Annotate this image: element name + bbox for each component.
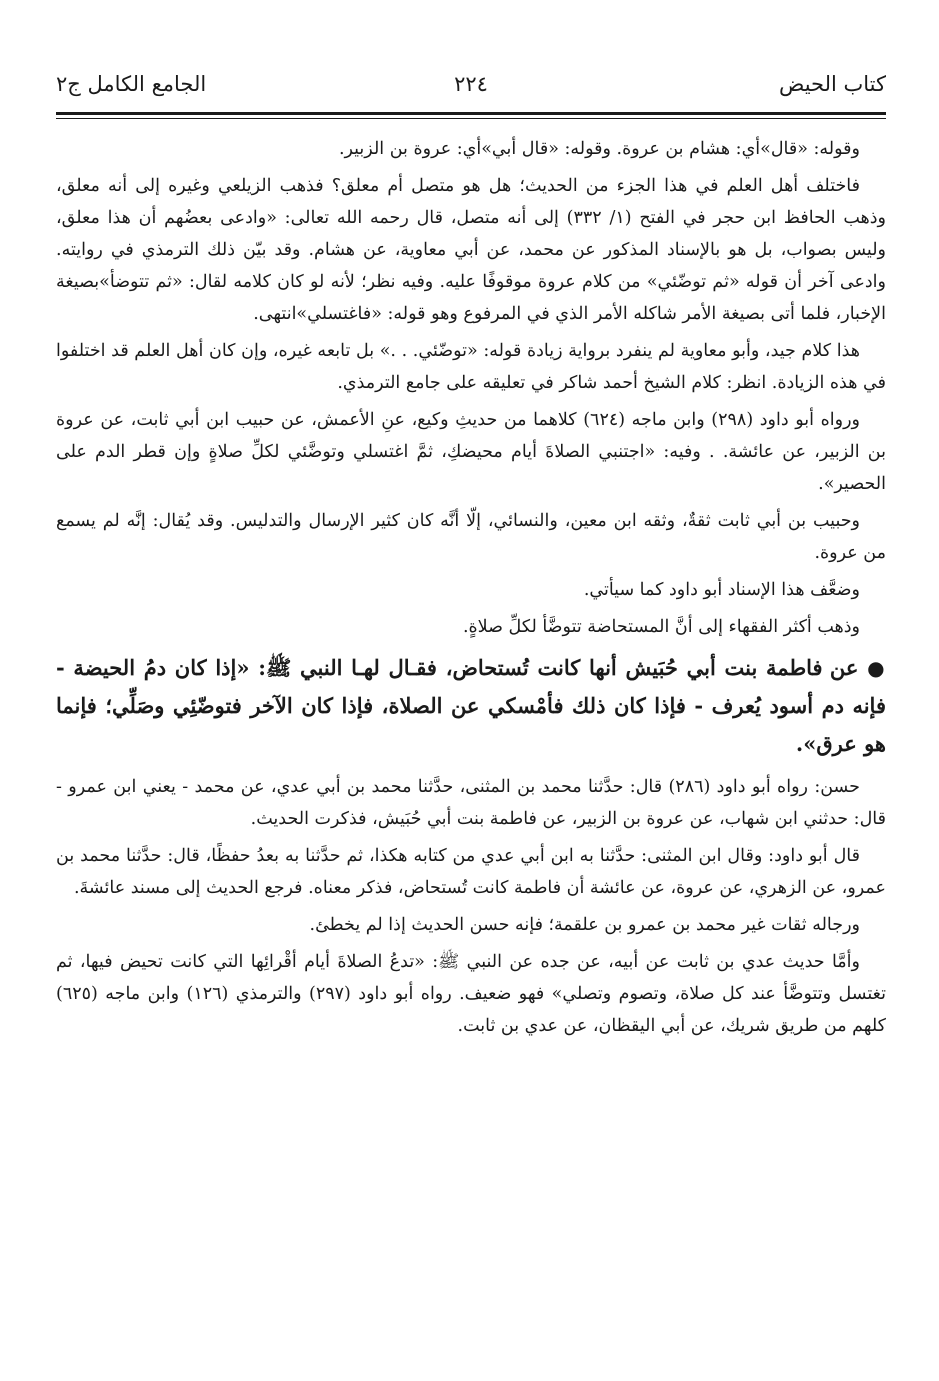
paragraph: وحبيب بن أبي ثابت ثقةٌ، وثقه ابن معين، والنسائي، إلّا أنَّه كان كثير الإرسال والتدليس. وقد يُقال: إنَّه لم يسمع من عروة.	[56, 511, 886, 563]
hadith-body: عن فاطمة بنت أبي حُبَيش أنها كانت تُستحاض، فقـال لهـا النبي ﷺ: «إذا كان دمُ الحيضة - فإنه دم أسود يُعرف - فإذا كان ذلك فأمْسكي عن الصلاة، فإذا كان الآخر فتوضّئِي وصَلِّي؛ فإنما هو عرق».	[56, 655, 886, 756]
book-title: الجامع الكامل ج٢	[56, 72, 207, 96]
paragraph: وضعَّف هذا الإسناد أبو داود كما سيأتي.	[583, 580, 860, 600]
page-body	[56, 133, 886, 1042]
paragraph: وأمَّا حديث عدي بن ثابت عن أبيه، عن جده عن النبي ﷺ: «تدعُ الصلاةَ أيام أقْرائِها التي كانت تحيض فيها، ثم تغتسل وتتوضَّأ عند كل صلاة، وتصوم وتصلي» فهو ضعيف. رواه أبو داود (٢٩٧) والترمذي (١٢٦) وابن ماجه (٦٢٥) كلهم من طريق شريك، عن أبي اليقظان، عن عدي بن ثابت.	[56, 952, 886, 1036]
paragraph: وذهب أكثر الفقهاء إلى أنَّ المستحاضة تتوضَّأ لكلِّ صلاةٍ.	[462, 617, 860, 637]
paragraph: قال أبو داود: وقال ابن المثنى: حدَّثنا به ابن أبي عدي من كتابه هكذا، ثم حدَّثنا به بعدُ حفظًا، قال: حدَّثنا محمد بن عمرو، عن الزهري، عن عروة، عن عائشة أن فاطمة كانت تُستحاض، فذكر معناه. فرجع الحديث إلى مسند عائشةَ.	[56, 846, 886, 898]
paragraph: ورواه أبو داود (٢٩٨) وابن ماجه (٦٢٤) كلاهما من حديثِ وكيع، عنِ الأعمش، عن حبيب ابن أبي ثابت، عن عروة بن الزبير، عن عائشة. . وفيه: «اجتنبي الصلاةَ أيام محيضكِ، ثمَّ اغتسلي وتوضَّئي لكلِّ صلاةٍ وإن قطر الدم على الحصير».	[56, 410, 886, 494]
running-header	[56, 62, 886, 106]
hadith-text	[56, 649, 886, 763]
paragraph: وقوله: «قال»أي: هشام بن عروة. وقوله: «قال أبي»أي: عروة بن الزبير.	[338, 139, 860, 159]
header-rule-thick	[56, 112, 886, 115]
header-rule-thin	[56, 118, 886, 119]
bullet-icon: ●	[867, 656, 886, 680]
paragraph: حسن: رواه أبو داود (٢٨٦) قال: حدَّثنا محمد بن المثنى، حدَّثنا محمد بن أبي عدي، عن محمد - يعني ابن عمرو - قال: حدثني ابن شهاب، عن عروة بن الزبير، عن فاطمة بنت أبي حُبَيش، فذكرت الحديث.	[56, 777, 886, 829]
paragraph: فاختلف أهل العلم في هذا الجزء من الحديث؛ هل هو متصل أم معلق؟ فذهب الزيلعي وغيره إلى أنه معلق، وذهب الحافظ ابن حجر في الفتح (١/ ٣٣٢) إلى أنه متصل، قال رحمه الله تعالى: «وادعى بعضُهم أن هذا معلق، وليس بصواب، بل هو بالإسناد المذكور عن محمد، عن أبي معاوية، عن هشام. وقد بيّن ذلك الترمذي في روايته. وادعى آخر أن قوله «ثم توضّئي» من كلام عروة موقوفًا عليه. وفيه نظر؛ لأنه لو كان كلامه لقال: «ثم تتوضأ»بصيغة الإخبار، فلما أتى بصيغة الأمر شاكله الأمر الذي في المرفوع وهو قوله: «فاغتسلي»انتهى.	[56, 176, 886, 324]
page-number: ٢٢٤	[454, 72, 488, 96]
paragraph: ورجاله ثقات غير محمد بن عمرو بن علقمة؛ فإنه حسن الحديث إذا لم يخطئ.	[309, 915, 860, 935]
book-page	[56, 62, 886, 1362]
chapter-title: كتاب الحيض	[778, 72, 886, 96]
paragraph: هذا كلام جيد، وأبو معاوية لم ينفرد برواية زيادة قوله: «توضّئي. . .» بل تابعه غيره، وإن كان أهل العلم قد اختلفوا في هذه الزيادة. انظر: كلام الشيخ أحمد شاكر في تعليقه على جامع الترمذي.	[56, 341, 886, 393]
